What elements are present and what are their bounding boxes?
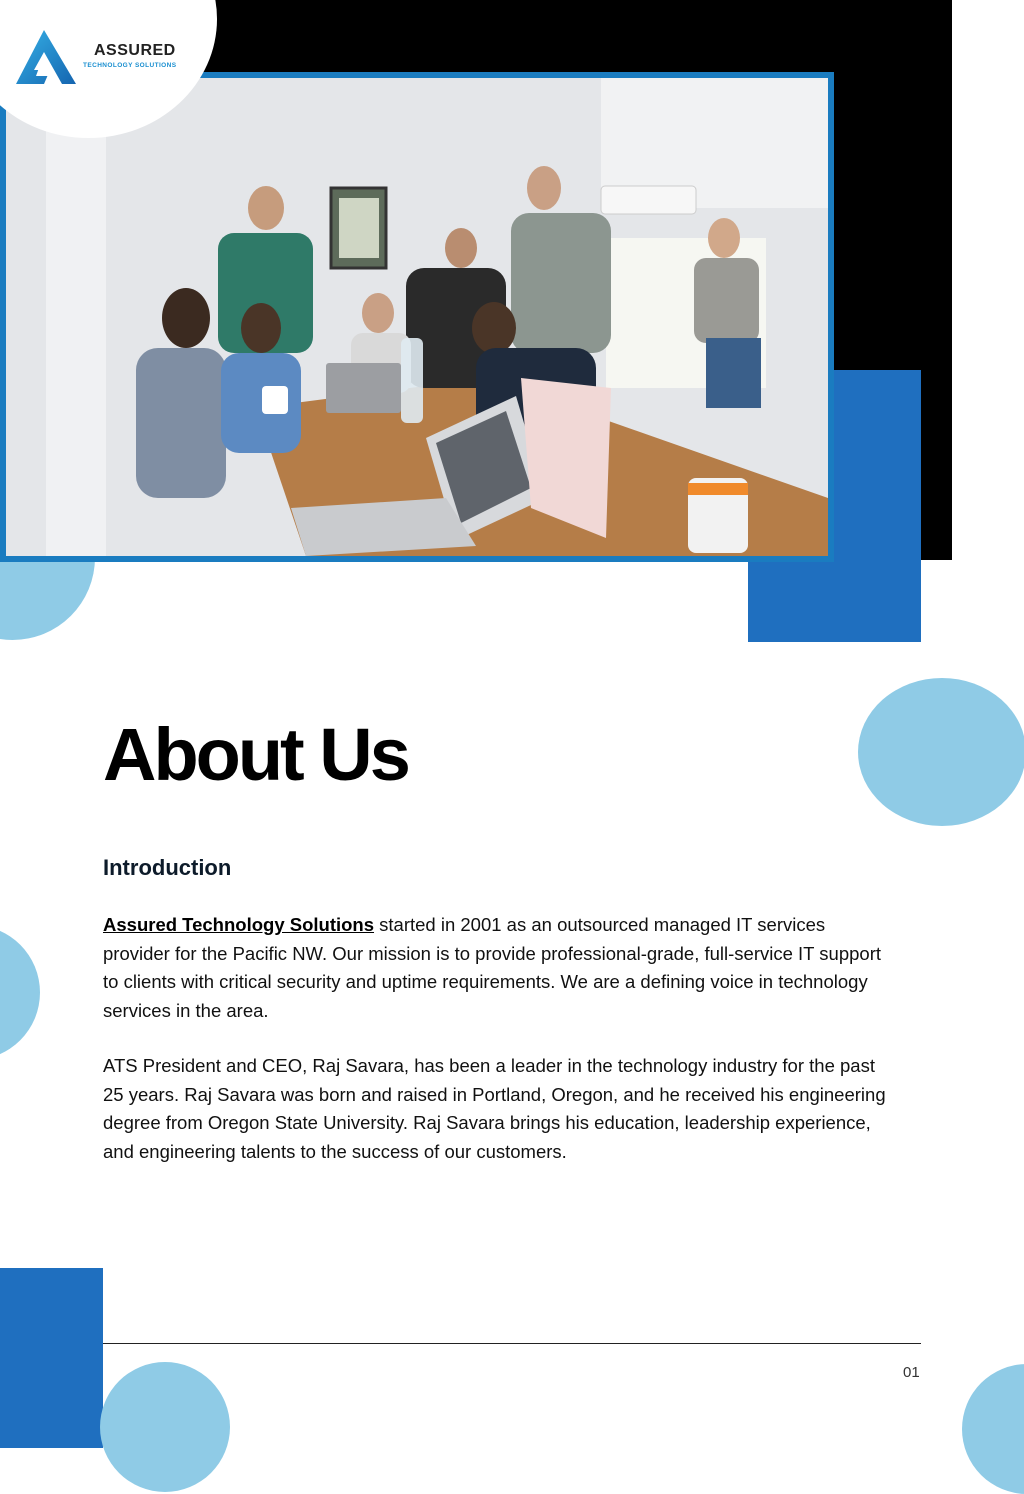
decorative-circle bbox=[962, 1364, 1024, 1494]
company-link[interactable]: Assured Technology Solutions bbox=[103, 914, 375, 935]
page-title: About Us bbox=[103, 713, 408, 796]
decorative-circle bbox=[100, 1362, 230, 1492]
decorative-circle bbox=[0, 925, 40, 1060]
intro-paragraph bbox=[103, 911, 893, 1025]
decorative-circle bbox=[858, 678, 1024, 826]
team-meeting-photo bbox=[6, 78, 828, 556]
intro-paragraph-text: started in 2001 as an outsourced managed IT services provider for the Pacific NW. Our mission is to provide professional-grade, full-service IT support to clients with critical security and uptime requirements. We are a defining voice in technology services in the area. bbox=[103, 914, 881, 1021]
logo-tagline: TECHNOLOGY SOLUTIONS bbox=[83, 62, 177, 69]
ceo-paragraph: ATS President and CEO, Raj Savara, has been a leader in the technology industry for the past 25 years. Raj Savara was born and raised in Portland, Oregon, and he received his engineering degree from Oregon State University. Raj Savara brings his education, leadership experience, and engineering talents to the success of our customers. bbox=[103, 1055, 886, 1162]
logo-triangle-icon bbox=[14, 28, 82, 88]
blue-accent-rectangle bbox=[0, 1268, 103, 1448]
footer-divider bbox=[103, 1343, 921, 1344]
logo-name: ASSURED bbox=[94, 42, 176, 59]
page-number: 01 bbox=[903, 1364, 920, 1381]
hero-photo bbox=[6, 78, 828, 556]
section-heading: Introduction bbox=[103, 855, 232, 880]
